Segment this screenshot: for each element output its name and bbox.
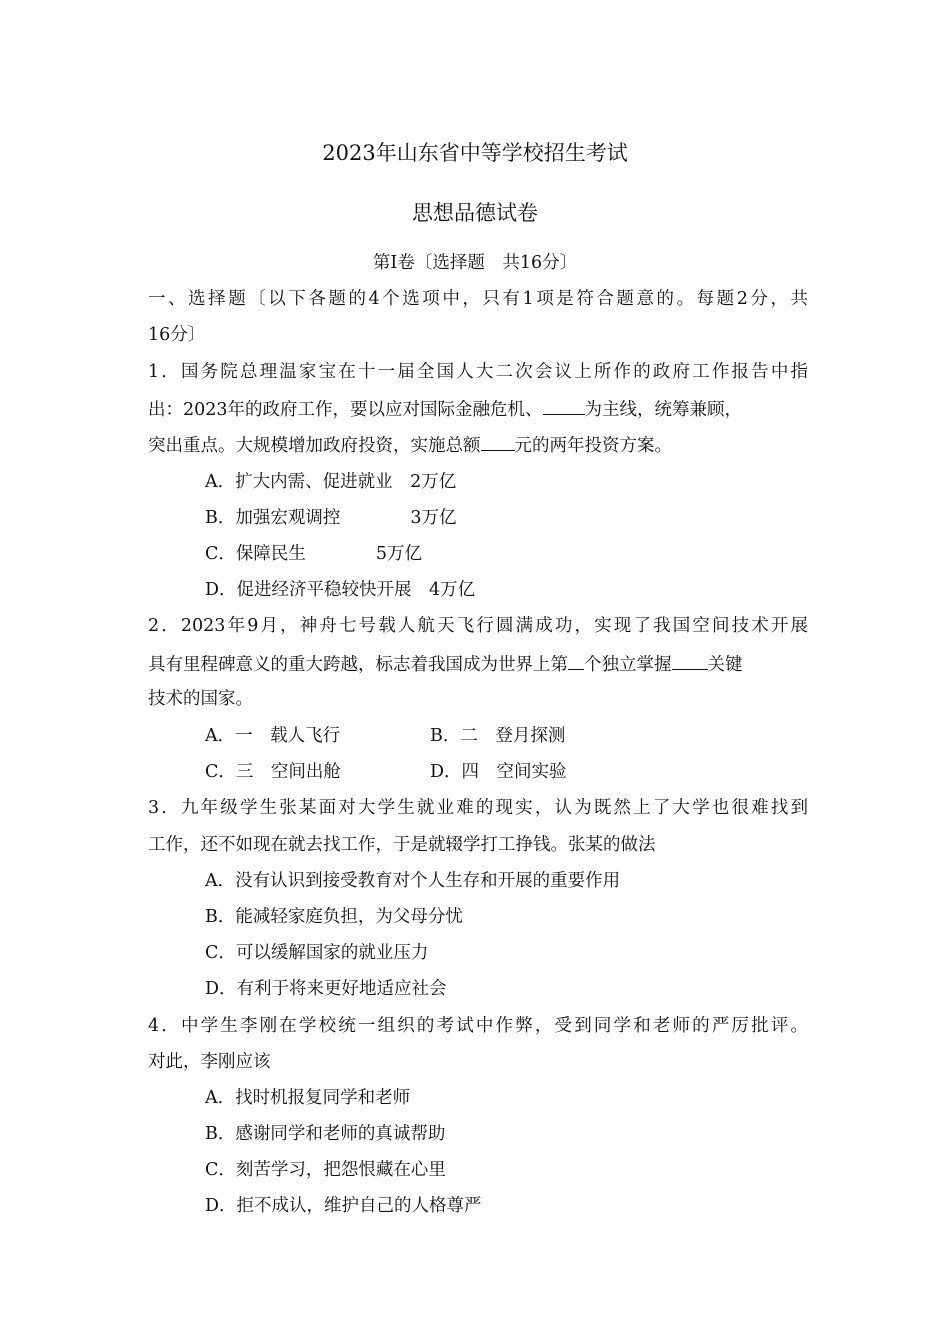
- q2-blank-2: [672, 651, 708, 670]
- q2-blank-1: [568, 651, 584, 670]
- q1-stem-line-2: [148, 396, 808, 422]
- q4-option-b: B．感谢同学和老师的真诚帮助: [205, 1124, 446, 1144]
- section-instruction-line-2: 16分〕: [148, 325, 206, 345]
- q4-stem-line-2: 对此，李刚应该: [148, 1052, 271, 1072]
- q2-option-c: C．三 空间出舱: [205, 762, 341, 782]
- q2-stem-text: 关键: [707, 655, 743, 675]
- q2-stem-line-3: 技术的国家。: [148, 689, 253, 709]
- q2-options-row-1: [205, 724, 765, 748]
- q1-stem-line-3: [148, 432, 808, 458]
- q3-option-a: A．没有认识到接受教育对个人生存和开展的重要作用: [205, 871, 621, 891]
- exam-subtitle: 思想品德试卷: [412, 201, 538, 225]
- q2-stem-line-1: 2．2023年9月，神舟七号载人航天飞行圆满成功，实现了我国空间技术开展: [148, 616, 808, 636]
- q1-stem-line-1: 1．国务院总理温家宝在十一届全国人大二次会议上所作的政府工作报告中指: [148, 362, 808, 382]
- q3-option-d: D．有利于将来更好地适应社会: [205, 979, 447, 999]
- part-heading: 第Ⅰ卷〔选择题 共16分〕: [372, 253, 578, 273]
- q4-stem-line-1: 4．中学生李刚在学校统一组织的考试中作弊，受到同学和老师的严厉批评。: [148, 1016, 808, 1036]
- q1-option-a: A．扩大内需、促进就业 2万亿: [205, 472, 457, 492]
- q2-option-a: A．一 载人飞行: [205, 726, 341, 746]
- q1-option-b: B．加强宏观调控 3万亿: [205, 508, 457, 528]
- q1-stem-text: 元的两年投资方案。: [514, 436, 672, 456]
- q1-blank-1: [543, 396, 585, 415]
- q1-stem-text: 突出重点。大规模增加政府投资，实施总额: [148, 436, 481, 456]
- q1-blank-2: [481, 432, 515, 451]
- q4-option-a: A．找时机报复同学和老师: [205, 1088, 411, 1108]
- q3-stem-line-1: 3．九年级学生张某面对大学生就业难的现实，认为既然上了大学也很难找到: [148, 798, 808, 818]
- q4-option-c: C．刻苦学习，把怨恨藏在心里: [205, 1160, 446, 1180]
- q2-stem-line-2: [148, 651, 808, 677]
- q1-stem-text: 为主线，统筹兼顾，: [584, 400, 743, 420]
- q2-options-row-2: [205, 760, 765, 784]
- q3-stem-line-2: 工作，还不如现在就去找工作，于是就辍学打工挣钱。张某的做法: [148, 835, 656, 855]
- q1-option-c: C．保障民生 5万亿: [205, 544, 423, 564]
- q2-stem-text: 个独立掌握: [584, 655, 672, 675]
- exam-title: 2023年山东省中等学校招生考试: [322, 141, 628, 165]
- q3-option-b: B．能减轻家庭负担，为父母分忧: [205, 907, 463, 927]
- q2-option-b: B．二 登月探测: [430, 726, 566, 746]
- section-instruction-line-1: 一、选择题〔以下各题的4个选项中，只有1项是符合题意的。每题2分，共: [148, 289, 808, 309]
- q2-option-d: D．四 空间实验: [430, 762, 567, 782]
- q1-stem-text: 出：2023年的政府工作，要以应对国际金融危机、: [148, 400, 543, 420]
- q3-option-c: C．可以缓解国家的就业压力: [205, 943, 429, 963]
- q4-option-d: D．拒不成认，维护自己的人格尊严: [205, 1196, 482, 1216]
- q1-option-d: D．促进经济平稳较快开展 4万亿: [205, 580, 476, 600]
- q2-stem-text: 具有里程碑意义的重大跨越，标志着我国成为世界上第: [148, 655, 568, 675]
